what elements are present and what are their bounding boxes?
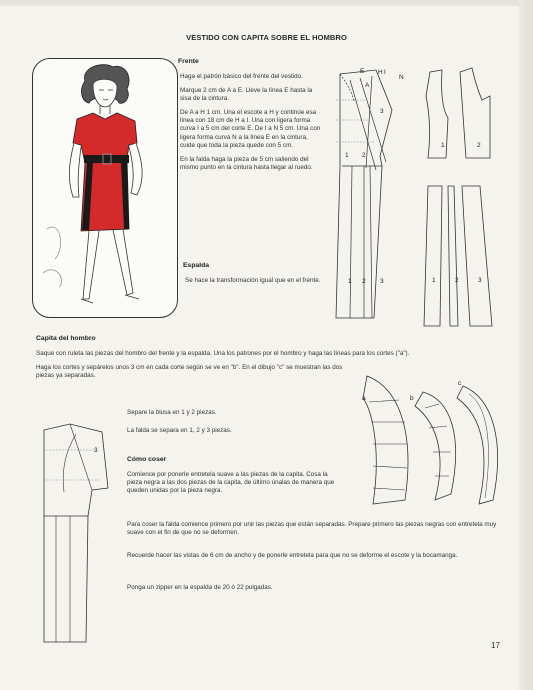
- point-label-a: A: [365, 82, 370, 89]
- piece-label: 3: [94, 447, 98, 454]
- piece-label: 1: [345, 152, 349, 159]
- como-coser-paragraph: Para coser la falda comience primero por unir las piezas que están separadas. Prepare primero las piezas negras con entretela muy suave con el fin de que no se deformen.: [127, 521, 497, 537]
- separated-pieces-draft: [420, 66, 500, 328]
- frente-paragraph: De A a H 1 cm. Una el escote a H y continúe esa línea con 18 cm de H a I. Una con ligera forma curva I a 5 cm del corte E. De I a N 5 cm. Una con ligera forma curva N a la línea E en la cintura, cuide que toda la pieza quede con 5 cm.: [180, 109, 321, 149]
- page-title: VESTIDO CON CAPITA SOBRE EL HOMBRO: [186, 33, 347, 42]
- point-label-e: E: [360, 68, 365, 75]
- capita-step: Separe la blusa en 1 y 2 piezas.: [127, 409, 217, 416]
- cape-fig-label-c: c: [458, 380, 462, 387]
- point-label-h: H: [378, 69, 383, 76]
- frente-paragraph: Haga el patrón básico del frente del vestido.: [180, 73, 303, 80]
- frente-text: [180, 73, 322, 178]
- capita-heading: Capita del hombro: [36, 335, 96, 342]
- point-label-i: I: [384, 69, 386, 76]
- page-edge: [519, 0, 533, 690]
- cape-pattern-draft: [40, 420, 120, 645]
- piece-label: 2: [455, 277, 459, 284]
- espalda-paragraph: Se hace la transformación igual que en el frente.: [185, 277, 321, 284]
- espalda-text: [185, 277, 323, 291]
- piece-label: 1: [441, 142, 445, 149]
- piece-label: 1: [432, 277, 436, 284]
- piece-label: 1: [348, 278, 352, 285]
- frente-heading: Frente: [178, 58, 199, 65]
- page-edge: [0, 0, 533, 6]
- como-coser-heading: Cómo coser: [127, 456, 167, 463]
- piece-label: 3: [380, 108, 384, 115]
- piece-label: 2: [362, 278, 366, 285]
- como-coser-paragraph: Comience por ponerle entretela suave a las piezas de la capita. Cosa la pieza negra a las dos piezas de la capita, de último únalas de manera que queden unidas por la pieza negra.: [127, 471, 335, 495]
- capita-paragraph: Saque con ruleta las piezas del hombro del frente y la espalda. Una los patrones por el hombro y haga las líneas para los cortes ("a").: [36, 350, 410, 357]
- piece-label: 2: [362, 152, 366, 159]
- dress-figure: [33, 59, 177, 317]
- capita-step: La falda se separa en 1, 2 y 3 piezas.: [127, 427, 232, 434]
- piece-label: 2: [477, 142, 481, 149]
- front-pattern-draft: [330, 70, 410, 320]
- como-coser-paragraph: Ponga un zipper en la espalda de 20 ó 22 pulgadas.: [127, 584, 273, 591]
- piece-label: 3: [380, 278, 384, 285]
- piece-label: 3: [478, 277, 482, 284]
- page-number: 17: [491, 641, 500, 650]
- frente-paragraph: En la falda haga la pieza de 5 cm saliendo del mismo punto en la cintura hasta llegar al ruedo.: [180, 155, 313, 171]
- cape-figures: [355, 372, 505, 512]
- cape-fig-label-a: a: [362, 395, 366, 402]
- capita-paragraph: Haga los cortes y sepárelos unos 3 cm en cada corte según se ve en "b". En el dibujo "c" se muestran las dos piezas ya separadas.: [36, 364, 343, 380]
- como-coser-paragraph: Recuerde hacer las vistas de 6 cm de ancho y de ponerle entretela para que no se deforme el escote y la bocamanga.: [127, 552, 458, 559]
- dress-illustration: [32, 58, 178, 318]
- frente-paragraph: Marque 2 cm de A a E. Lleve la línea E hasta la sisa de la cintura.: [180, 87, 313, 103]
- espalda-heading: Espalda: [183, 262, 210, 269]
- point-label-n: N: [399, 74, 404, 81]
- cape-fig-label-b: b: [410, 395, 414, 402]
